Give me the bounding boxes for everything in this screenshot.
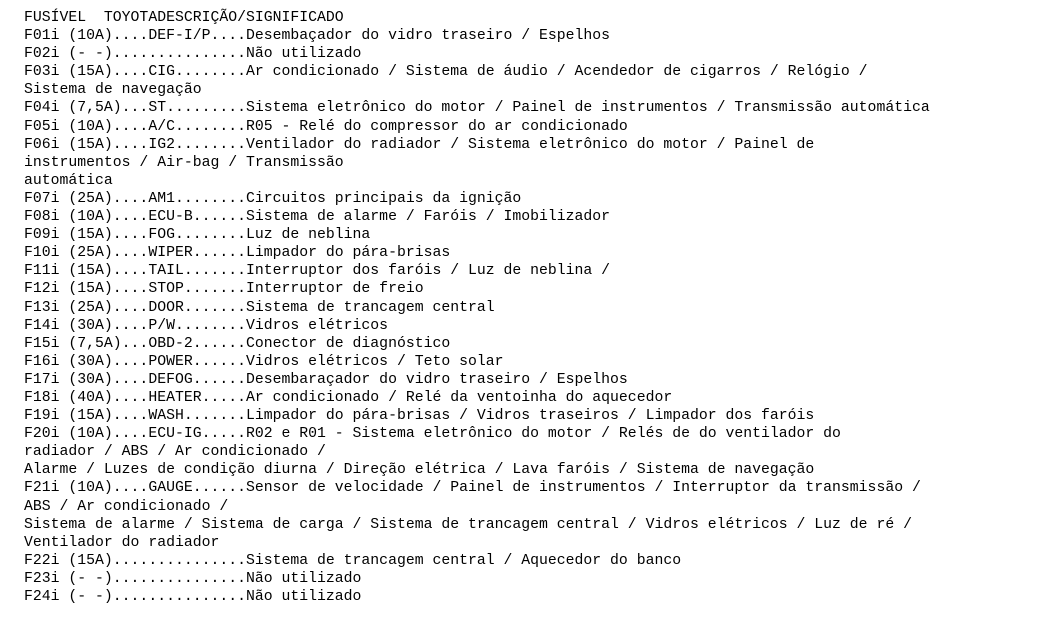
text-line: F06i (15A)....IG2........Ventilador do radiador / Sistema eletrônico do motor / Painel de — [24, 136, 815, 153]
text-line: F14i (30A)....P/W........Vidros elétricos — [24, 317, 389, 334]
text-line: Sistema de alarme / Sistema de carga / Sistema de trancagem central / Vidros elétricos / Luz de ré / — [24, 516, 912, 533]
text-line: radiador / ABS / Ar condicionado / — [24, 444, 326, 461]
text-line: F20i (10A)....ECU-IG.....R02 e R01 - Sistema eletrônico do motor / Relés de do ventilador do — [24, 426, 841, 443]
text-line: F07i (25A)....AM1........Circuitos principais da ignição — [24, 190, 522, 207]
text-line: F21i (10A)....GAUGE......Sensor de velocidade / Painel de instrumentos / Interruptor da transmissão / — [24, 480, 921, 497]
text-line: instrumentos / Air-bag / Transmissão — [24, 154, 344, 171]
text-line: Ventilador do radiador — [24, 534, 220, 551]
text-line: F02i (- -)...............Não utilizado — [24, 46, 362, 63]
text-line: F24i (- -)...............Não utilizado — [24, 589, 362, 605]
text-line: ABS / Ar condicionado / — [24, 498, 229, 515]
text-line: F15i (7,5A)...OBD-2......Conector de diagnóstico — [24, 335, 451, 352]
text-line: Sistema de navegação — [24, 82, 202, 99]
text-line: F05i (10A)....A/C........R05 - Relé do compressor do ar condicionado — [24, 118, 628, 135]
text-line: F19i (15A)....WASH.......Limpador do pára-brisas / Vidros traseiros / Limpador dos faróis — [24, 408, 815, 425]
text-line: F10i (25A)....WIPER......Limpador do pára-brisas — [24, 245, 451, 262]
text-line: F09i (15A)....FOG........Luz de neblina — [24, 227, 371, 244]
fuse-table-text — [24, 9, 930, 606]
text-line: F12i (15A)....STOP.......Interruptor de freio — [24, 281, 424, 298]
table-header: FUSÍVEL TOYOTADESCRIÇÃO/SIGNIFICADO — [24, 10, 344, 26]
text-line: F03i (15A)....CIG........Ar condicionado / Sistema de áudio / Acendedor de cigarros / Relógio / — [24, 64, 868, 81]
text-line: F22i (15A)...............Sistema de trancagem central / Aquecedor do banco — [24, 552, 682, 569]
text-line: F04i (7,5A)...ST.........Sistema eletrônico do motor / Painel de instrumentos / Transmissão automática — [24, 100, 930, 117]
text-line: F01i (10A)....DEF-I/P....Desembaçador do vidro traseiro / Espelhos — [24, 28, 611, 45]
text-line: F11i (15A)....TAIL.......Interruptor dos faróis / Luz de neblina / — [24, 263, 611, 280]
text-line: F08i (10A)....ECU-B......Sistema de alarme / Faróis / Imobilizador — [24, 209, 611, 226]
text-line: automática — [24, 172, 113, 189]
text-line: F17i (30A)....DEFOG......Desembaraçador do vidro traseiro / Espelhos — [24, 371, 628, 388]
text-line: F23i (- -)...............Não utilizado — [24, 570, 362, 587]
text-line: F18i (40A)....HEATER.....Ar condicionado / Relé da ventoinha do aquecedor — [24, 389, 673, 406]
text-line: F16i (30A)....POWER......Vidros elétricos / Teto solar — [24, 353, 504, 370]
text-line: F13i (25A)....DOOR.......Sistema de trancagem central — [24, 299, 495, 316]
text-line: Alarme / Luzes de condição diurna / Direção elétrica / Lava faróis / Sistema de navegação — [24, 462, 815, 479]
